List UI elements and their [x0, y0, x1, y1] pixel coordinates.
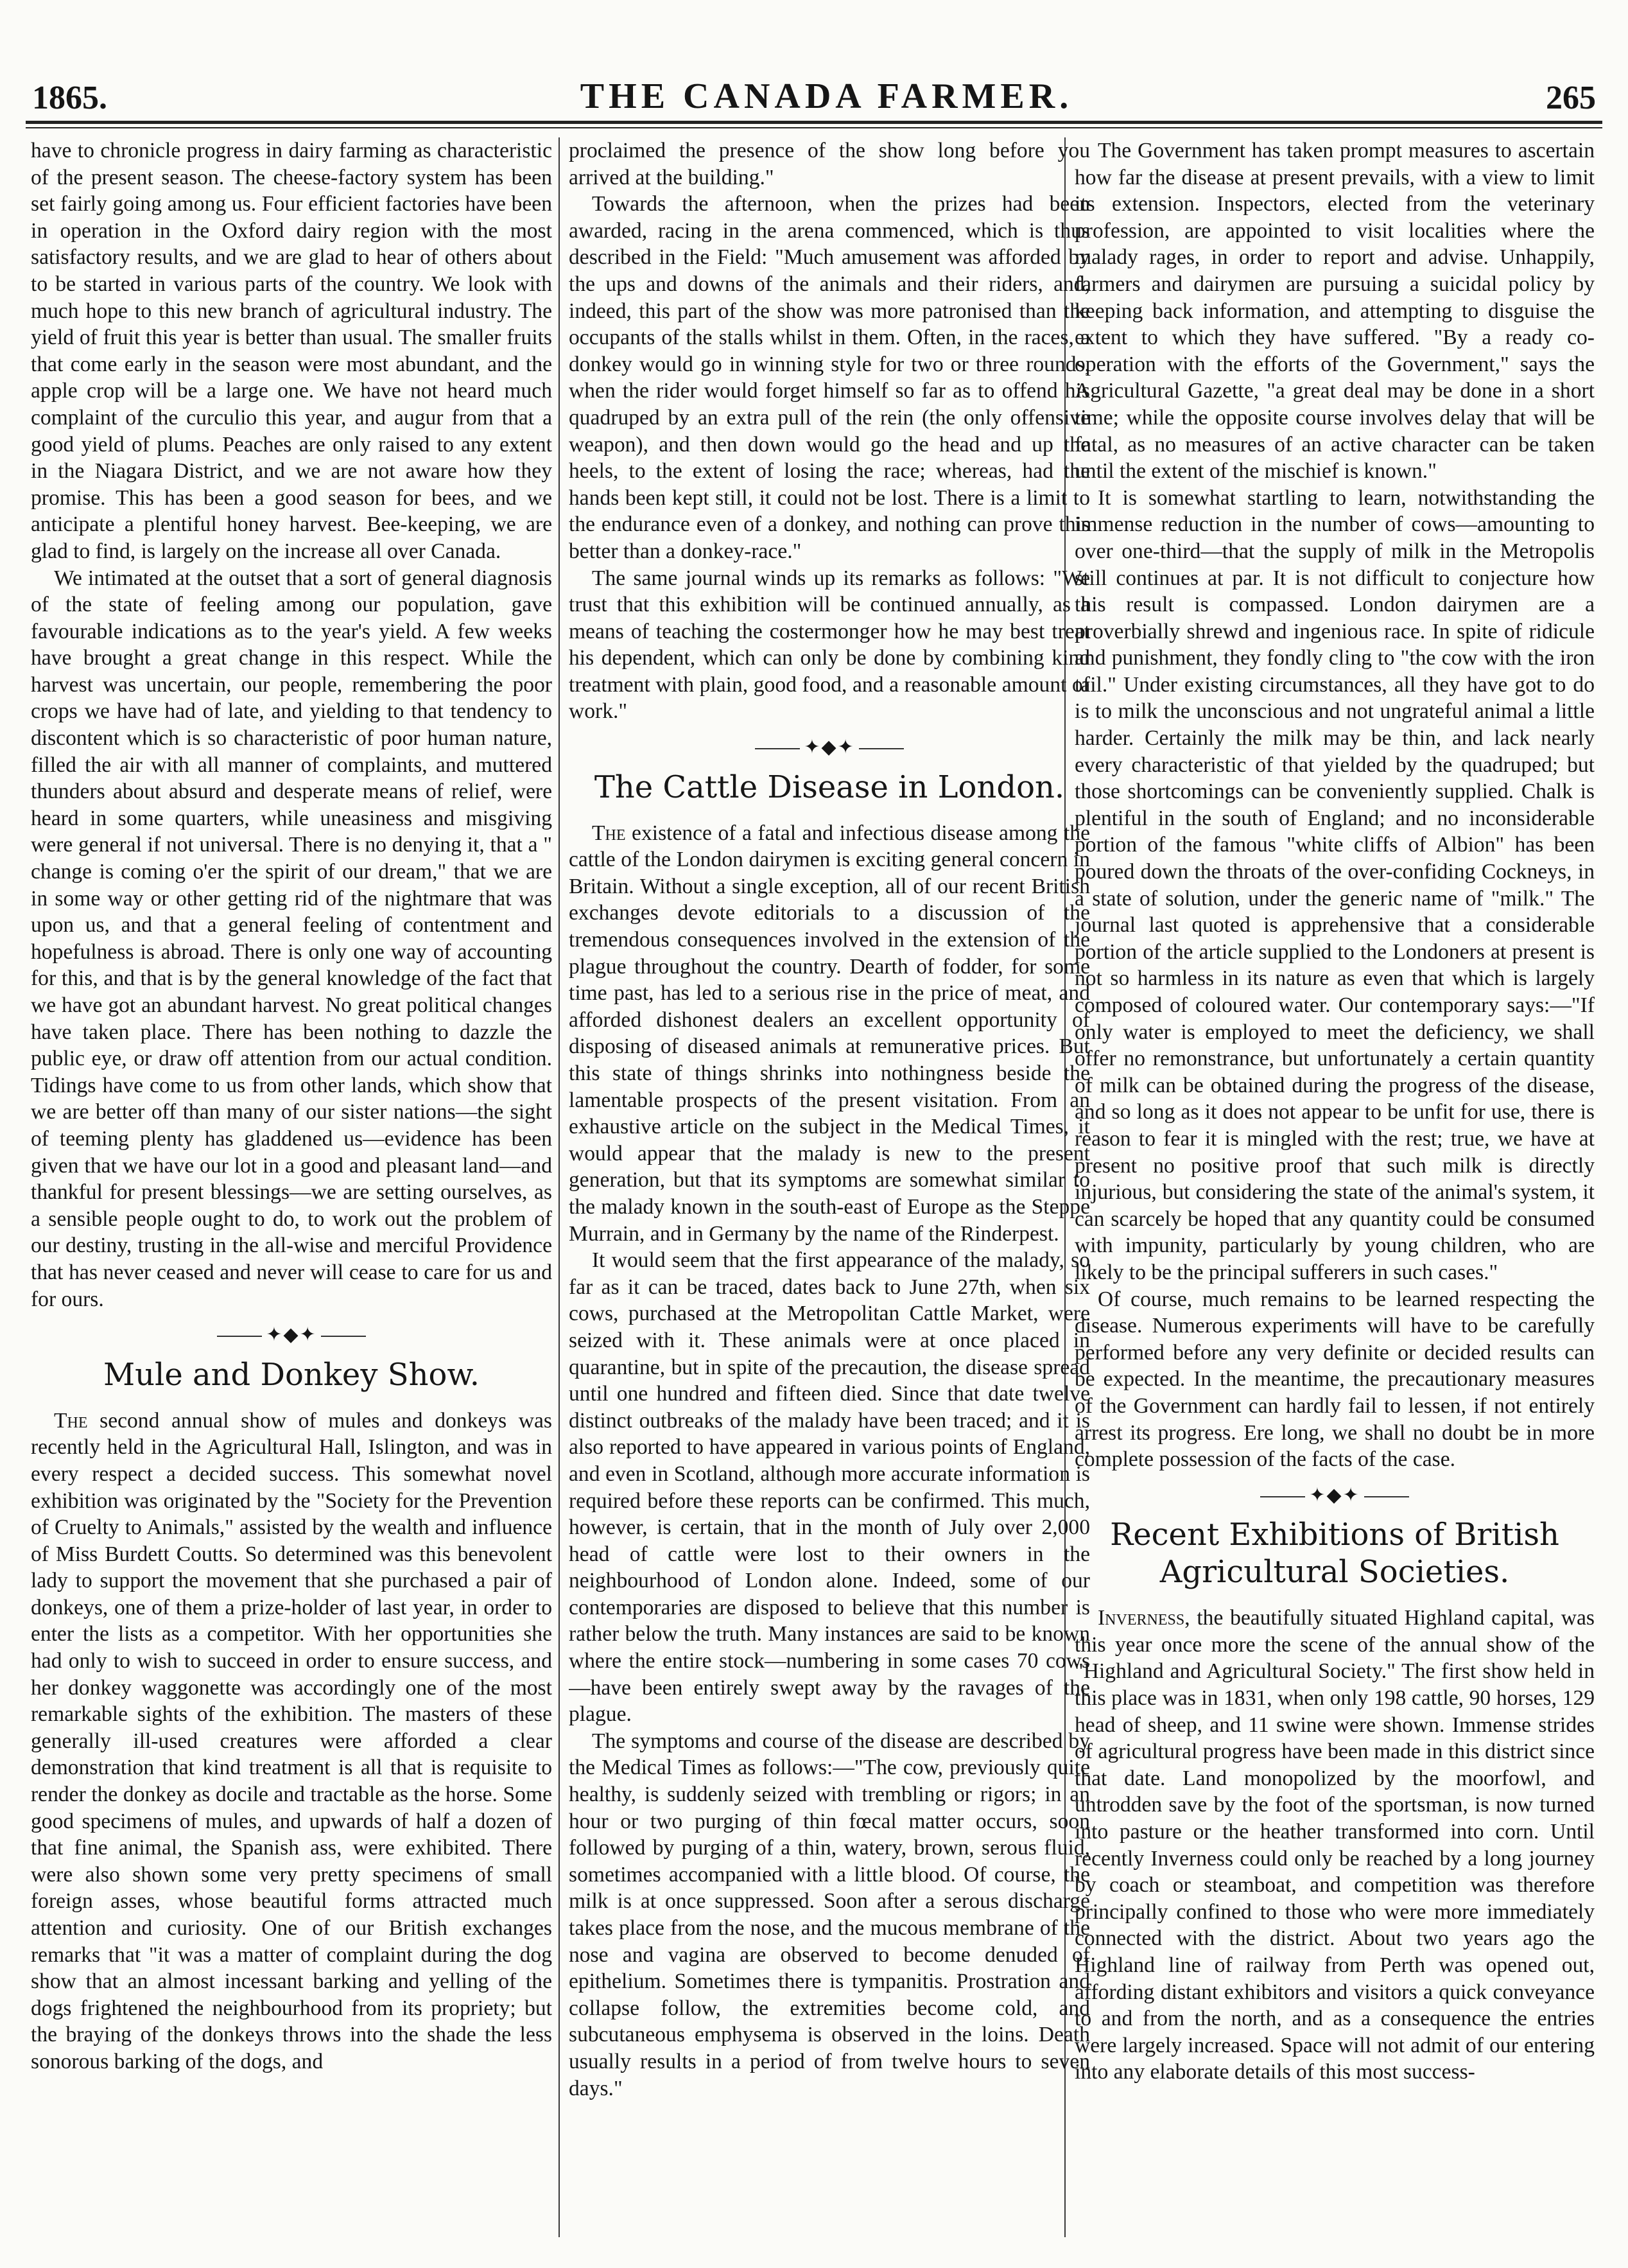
section-ornament: ✦◆✦ — [569, 734, 1090, 761]
article-paragraph: Of course, much remains to be learned respecting the disease. Numerous experiments will have to be carefully performed before any very definite or decided results can be expected. In the meantime, the precautionary measures of the Government can hardly fail to lessen, if not entirely arrest its progress. Ere long, we shall no doubt be in more complete possession of the facts of the case. — [1075, 1287, 1595, 1472]
issue-year: 1865. — [32, 80, 107, 116]
article-paragraph: The Government has taken prompt measures to ascertain how far the disease at present prevails, with a view to limit its extension. Inspectors, elected from the veterinary profession, are appointed to visit localities where the malady rages, in order to report and advise. Unhappily, farmers and dairymen are pursuing a suicidal policy by keeping back information, and attempting to disguise the extent to which they have suffered. "By a ready co-operation with the efforts of the Government," says the Agricultural Gazette, "a great deal may be done in a short time; while the opposite course involves delay that will be fatal, as no measures of an active character can be taken until the extent of the mischief is known." — [1075, 139, 1595, 484]
section-ornament: ✦◆✦ — [31, 1322, 552, 1348]
lead-word: The — [54, 1408, 88, 1433]
column-3 — [1075, 137, 1595, 2250]
article-paragraph: Towards the afternoon, when the prizes had been awarded, racing in the arena commenced, which is thus described in the Field: "Much amusement was afforded by the ups and downs of the animals and their riders, and, indeed, this part of the show was more patronised than the occupants of the stalls whilst in them. Often, in the races, a donkey would go in winning style for two or three rounds, when the rider would forget himself so far as to offend his quadruped by an extra pull of the rein (the only offensive weapon), and then down would go the head and up the heels, to the extent of losing the race; whereas, had the hands been kept still, it could not be lost. There is a limit to the endurance even of a donkey, and nothing can prove this better than a donkey-race." — [569, 192, 1090, 563]
column-2 — [569, 137, 1090, 2250]
article-heading-recent-exhibitions: Recent Exhibitions of British Agricultural Societies. — [1110, 1517, 1559, 1591]
section-ornament: ✦◆✦ — [1075, 1482, 1595, 1509]
article-heading-mule-donkey-show: Mule and Donkey Show. — [103, 1356, 480, 1393]
article-paragraph: The second annual show of mules and donkeys was recently held in the Agricultural Hall, Islington, and was in every respect a decided success. This somewhat novel exhibition was originated by the "Society for the Prevention of Cruelty to Animals," assisted by the wealth and influence of Miss Burdett Coutts. So determined was this benevolent lady to support the movement that she purchased a pair of donkeys, one of them a prize-holder of last year, in order to enter the lists as a competitor. With her opportunities she had only to wish to succeed in order to ensure success, and her donkey waggonette was accordingly one of the most remarkable sights of the exhibition. The masters of these generally ill-used creatures were afforded a clear demonstration that kind treatment is all that is requisite to render the donkey as docile and tractable as the horse. Some good specimens of mules, and upwards of half a dozen of that fine animal, the Spanish ass, were exhibited. There were also shown some very pretty specimens of small foreign asses, whose beautiful forms attracted much attention and curiosity. One of our British exchanges remarks that "it was a matter of complaint during the dog show that an almost incessant barking and yelling of the dogs frightened the neighbourhood from its propriety; but the braying of the donkeys throws into the shade the less sonorous barking of the dogs, and — [31, 1408, 552, 2073]
lead-word: The — [592, 821, 626, 845]
article-paragraph: We intimated at the outset that a sort of general diagnosis of the state of feeling among our population, gave favourable indications as to the year's yield. A few weeks have brought a great change in this respect. While the harvest was uncertain, our people, remembering the poor crops we have had of late, and yielding to that tendency to discontent which is so characteristic of poor human nature, filled the air with all manner of complaints, and muttered thunders about absurd and desperate means of relief, were heard in some quarters, while uneasiness and misgiving were general if not universal. There is no denying it, that a " change is coming o'er the spirit of our dream," that we are in some way or other getting rid of the nightmare that was upon us, and that a general feeling of contentment and hopefulness is abroad. There is only one way of accounting for this, and that is by the general knowledge of the fact that we have got an abundant harvest. No great political changes have taken place. There has been nothing to dazzle the public eye, or draw off attention from our actual condition. Tidings have come to us from other lands, which show that we are better off than many of our sister nations—the sight of teeming plenty has gladdened us—evidence has been given that we have our lot in a good and pleasant land—and thankful for present blessings—we are setting ourselves, as a sensible people ought to do, to work out the problem of our destiny, trusting in the all-wise and merciful Providence that has never ceased and never will cease to care for us and for ours. — [31, 566, 552, 1311]
article-heading-cattle-disease: The Cattle Disease in London. — [594, 769, 1065, 805]
page-number: 265 — [1546, 80, 1596, 116]
publication-title: THE CANADA FARMER. — [580, 76, 1073, 116]
masthead-rule-thin — [26, 127, 1602, 128]
article-paragraph: proclaimed the presence of the show long before you arrived at the building." — [569, 139, 1090, 189]
article-paragraph: have to chronicle progress in dairy farming as characteristic of the present season. The cheese-factory system has been set fairly going among us. Four efficient factories have been in operation in the Oxford dairy region with the most satisfactory results, and we are glad to hear of others about to be started in various parts of the country. We look with much hope to this new branch of agricultural industry. The yield of fruit this year is better than usual. The smaller fruits that come early in the season were most abundant, and the apple crop will be a large one. We have not heard much complaint of the curculio this year, and augur from that a good yield of plums. Peaches are only raised to any extent in the Niagara District, and we are not aware how they promise. This has been a good season for bees, and we anticipate a plentiful honey harvest. Bee-keeping, we are glad to find, is largely on the increase all over Canada. — [31, 139, 552, 563]
article-paragraph: The existence of a fatal and infectious disease among the cattle of the London dairymen is exciting general concern in Britain. Without a single exception, all of our recent British exchanges devote editorials to a discussion of the tremendous consequences involved in the extension of the plague throughout the country. Dearth of fodder, for some time past, has led to a serious rise in the price of meat, and afforded dishonest dealers an excellent opportunity of disposing of diseased animals at remunerative prices. But this state of things shrinks into nothingness beside the lamentable prospects of the present visitation. From an exhaustive article on the subject in the Medical Times, it would appear that the malady is new to the present generation, but that its symptoms are somewhat similar to the malady known in the south-east of Europe as the Steppe Murrain, and in Germany by the name of the Rinderpest. — [569, 821, 1090, 1246]
article-paragraph: It would seem that the first appearance of the malady, so far as it can be traced, dates back to June 27th, when six cows, purchased at the Metropolitan Cattle Market, were seized with it. These animals were at once placed in quarantine, but in spite of the precaution, the disease spread until one hundred and fifteen died. Since that date twelve distinct outbreaks of the malady have been traced; and it is also reported to have appeared in various points of England, and even in Scotland, although more accurate information is required before these reports can be confirmed. This much, however, is certain, that in the month of July over 2,000 head of cattle were lost to their owners in the neighbourhood of London alone. Indeed, some of our contemporaries are disposed to believe that this number is rather below the truth. Many instances are said to be known where the entire stock—numbering in some cases 70 cows—have been entirely swept away by the ravages of the plague. — [569, 1248, 1090, 1727]
column-divider — [559, 137, 560, 2237]
masthead-rule — [26, 121, 1602, 124]
article-paragraph: The symptoms and course of the disease are described by the Medical Times as follows:—"The cow, previously quite healthy, is suddenly seized with trembling or rigors; in an hour or two purging of thin fœcal matter occurs, soon followed by purging of a thin, watery, brown, serous fluid, sometimes accompanied with a little blood. Of course, the milk is at once suppressed. Soon after a serous discharge takes place from the nose, and the mucous membrane of the nose and vagina are observed to become denuded of epithelium. Sometimes there is tympanitis. Prostration and collapse follow, the extremities become cold, and subcutaneous emphysema is observed in the loins. Death usually results in a period of from twelve hours to seven days." — [569, 1729, 1090, 2100]
article-paragraph: It is somewhat startling to learn, notwithstanding the immense reduction in the number of cows—amounting to over one-third—that the supply of milk in the Metropolis still continues at par. It is not difficult to conjecture how this result is compassed. London dairymen are a proverbially shrewd and ingenious race. In spite of ridicule and punishment, they fondly cling to "the cow with the iron tail." Under existing circumstances, all they have got to do is to milk the unconscious and not ungrateful animal a little harder. Certainly the milk may be thin, and lack nearly every characteristic of that yielded by the quadruped; but those shortcomings can be conveniently supplied. Chalk is plentiful in the south of England; and no inconsiderable portion of the famous "white cliffs of Albion" has been poured down the throats of the over-confiding Cockneys, in a state of solution, under the generic name of "milk." The journal last quoted is apprehensive that a considerable portion of the article supplied to the Londoners at present is not so harmless in its nature as even that which is largely composed of coloured water. Our contemporary says:—"If only water is employed to meet the deficiency, we shall offer no remonstrance, but unfortunately a certain quantity of milk can be obtained during the progress of the disease, and so long as it does not appear to be unfit for use, there is reason to fear it is mingled with the rest; true, we have at present no positive proof that such milk is directly injurious, but considering the state of the animal's system, it can scarcely be hoped that any quantity could be consumed with impunity, particularly by young children, who are likely to be the principal sufferers in such cases." — [1075, 485, 1595, 1284]
article-paragraph: Inverness, the beautifully situated Highland capital, was this year once more the scene of the annual show of the "Highland and Agricultural Society." The first show held in this place was in 1831, when only 198 cattle, 90 horses, 129 head of sheep, and 11 swine were shown. Immense strides of agricultural progress have been made in this district since that date. Land monopolized by the moorfowl, and untrodden save by the foot of the sportsman, is now turned into pasture or the heather transformed into corn. Until recently Inverness could only be reached by a long journey by coach or steamboat, and competition was therefore principally confined to those who were more immediately connected with the district. About two years ago the Highland line of railway from Perth was opened out, affording distant exhibitors and visitors a quick conveyance to and from the north, and as a consequence the entries were largely increased. Space will not admit of our entering into any elaborate details of this most success- — [1075, 1606, 1595, 2084]
masthead — [32, 59, 1596, 117]
column-1 — [31, 137, 552, 2250]
lead-word: Inverness, — [1098, 1606, 1190, 1630]
article-paragraph: The same journal winds up its remarks as follows: "We trust that this exhibition will be continued annually, as a means of teaching the costermonger how he may best treat his dependent, which can only be done by combining kind treatment with plain, good food, and a reasonable amount of work." — [569, 566, 1090, 724]
